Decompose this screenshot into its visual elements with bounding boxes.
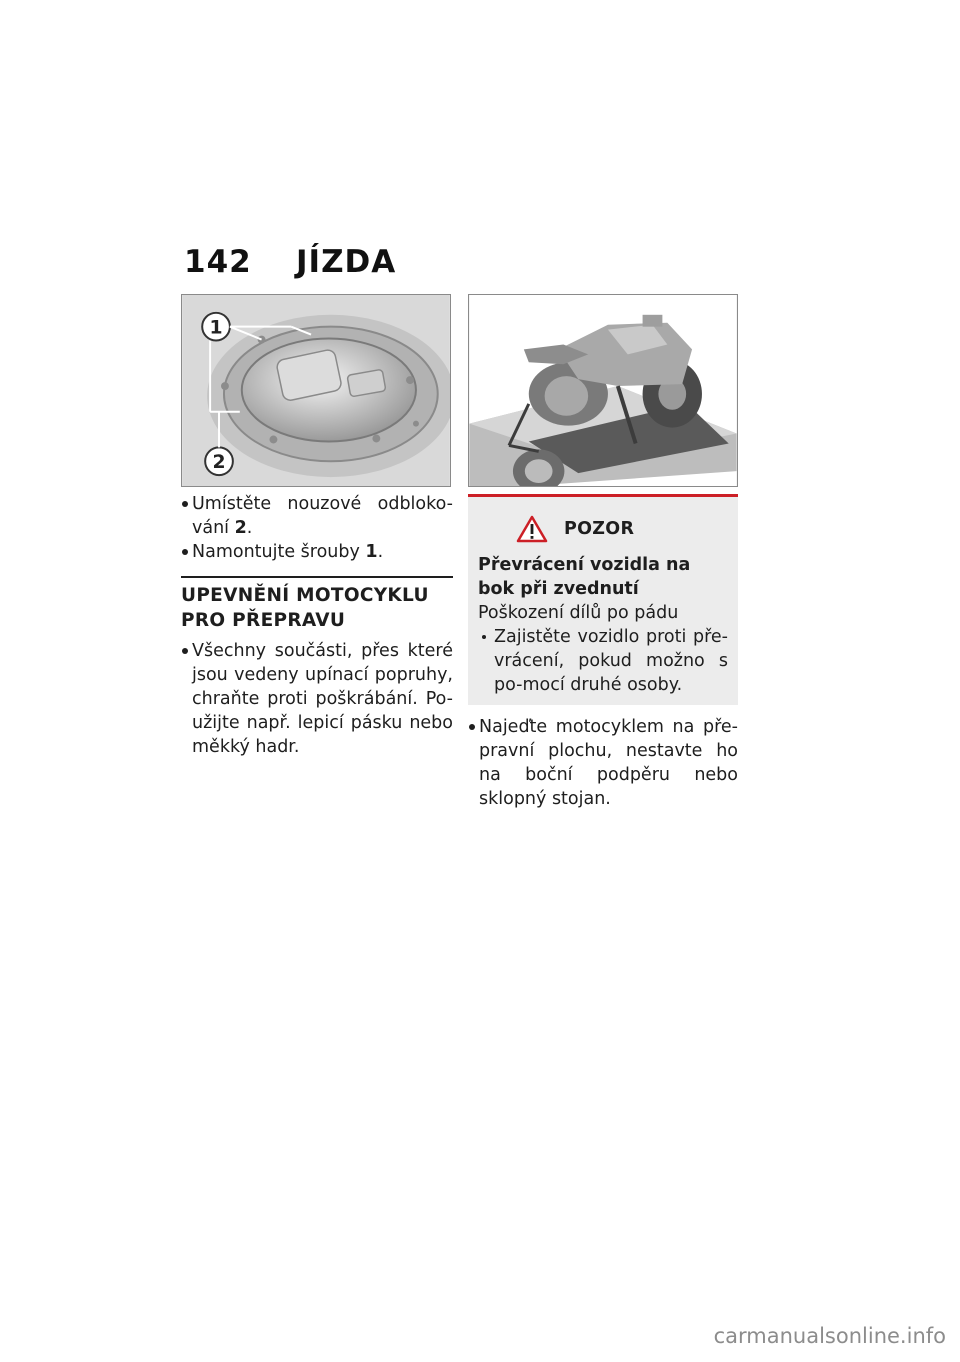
fuel-cap-illustration: [182, 295, 450, 486]
right-column: [468, 494, 738, 811]
warning-box: [468, 494, 738, 705]
list-item: Zajistěte vozidlo proti pře-vrácení, pokud možno s po-mocí druhé osoby.: [478, 625, 728, 697]
page-number: 142: [184, 244, 252, 280]
list-item: Najeďte motocyklem na pře-pravní plochu, nestavte ho na boční podpěru nebo sklopný stojan.: [468, 715, 738, 811]
watermark: carmanualsonline.info: [713, 1324, 946, 1348]
callout-1-label: 1: [209, 317, 223, 339]
bullet-list-top: [181, 492, 453, 564]
section-title: UPEVNĚNÍ MOTOCYKLU PRO PŘEPRAVU: [181, 585, 429, 631]
page-header: [184, 244, 396, 280]
motorcycle-trailer-figure: [468, 294, 738, 487]
list-item: Umístěte nouzové odbloko-vání 2.: [181, 492, 453, 540]
warning-action-list: [478, 625, 728, 697]
fuel-cap-figure: [181, 294, 451, 487]
section-divider: [181, 576, 453, 578]
motorcycle-trailer-illustration: [469, 295, 737, 486]
callout-2-label: 2: [212, 452, 226, 474]
warning-triangle-icon: [516, 515, 548, 543]
bullet-list-right: [468, 715, 738, 811]
chapter-title: JÍZDA: [296, 244, 397, 280]
warning-subtitle: Převrácení vozidla na bok při zvednutí: [478, 555, 691, 599]
warning-header: [516, 515, 728, 543]
warning-consequence: Poškození dílů po pádu: [478, 603, 679, 623]
list-item: Namontujte šrouby 1.: [181, 540, 453, 564]
left-column: [181, 492, 453, 759]
bullet-list-bottom: [181, 639, 453, 759]
warning-title: POZOR: [564, 519, 635, 539]
list-item: Všechny součásti, přes které jsou vedeny upínací popruhy, chraňte proti poškrábání. Po-užijte např. lepicí pásku nebo měkký hadr.: [181, 639, 453, 759]
